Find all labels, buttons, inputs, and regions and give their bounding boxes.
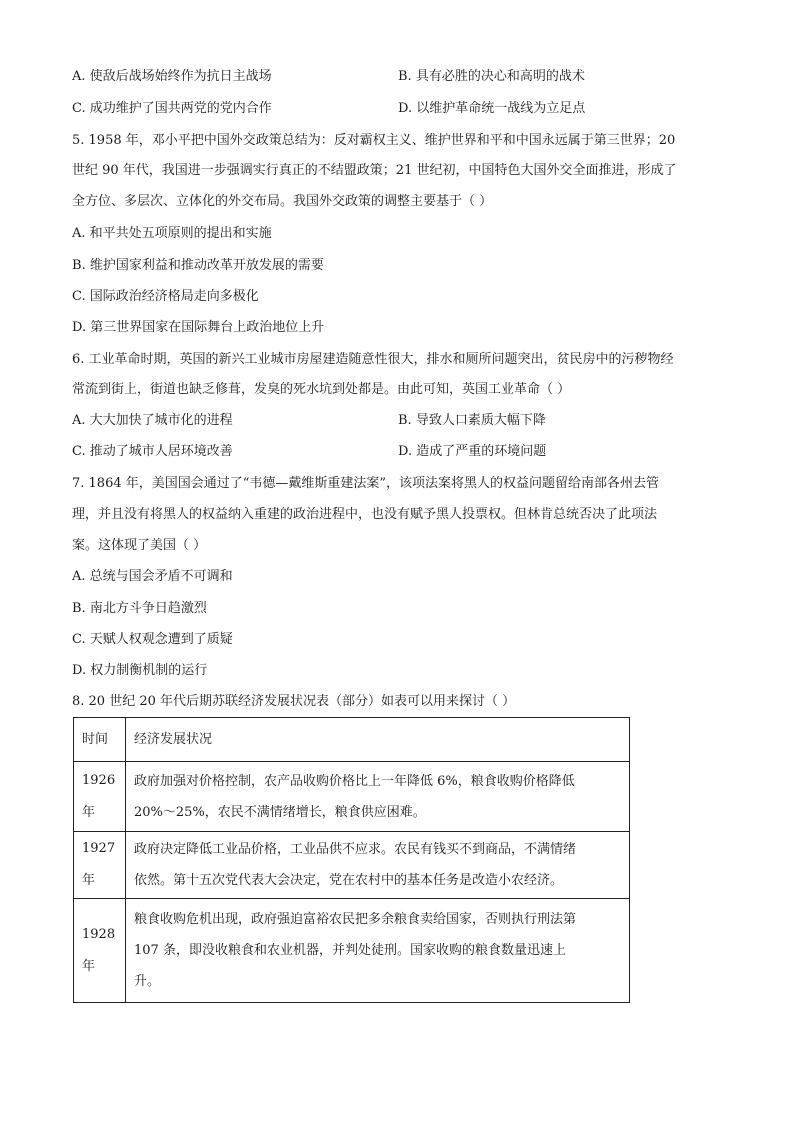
q4-option-d[interactable]: D. 以维护革命统一战线为立足点 [398, 101, 586, 116]
row-description [126, 899, 630, 1003]
year-suffix: 年 [82, 873, 96, 888]
year-number: 1928 [82, 926, 116, 942]
row-year [74, 762, 126, 832]
q5-option-d[interactable]: D. 第三世界国家在国际舞台上政治地位上升 [72, 320, 325, 335]
description-line: 粮食收购危机出现，政府强迫富裕农民把多余粮食卖给国家，否则执行刑法第 [134, 912, 577, 927]
description-line: 政府加强对价格控制，农产品收购价格比上一年降低 6%，粮食收购价格降低 [134, 773, 575, 789]
row-description [126, 832, 630, 899]
description-line: 政府决定降低工业品价格，工业品供不应求。农民有钱买不到商品，不满情绪 [134, 842, 577, 857]
description-line: 依然。第十五次党代表大会决定，党在农村中的基本任务是改造小农经济。 [134, 873, 564, 888]
q6-options-row-1 [72, 412, 732, 430]
table-row [74, 762, 630, 832]
year-number: 1926 [82, 772, 116, 788]
table-row [74, 832, 630, 899]
table-row [74, 899, 630, 1003]
q6-stem-line-2: 常流到街上，街道也缺乏修葺，发臭的死水坑到处都是。由此可知，英国工业革命（ ） [72, 382, 571, 397]
q7-option-d[interactable]: D. 权力制衡机制的运行 [72, 663, 208, 678]
q4-options-row-2 [72, 100, 732, 118]
header-economy: 经济发展状况 [126, 718, 630, 762]
q4-option-a[interactable]: A. 使敌后战场始终作为抗日主战场 [72, 69, 272, 84]
q4-options-row-1 [72, 68, 732, 86]
year-number: 1927 [82, 841, 116, 856]
q6-option-b[interactable]: B. 导致人口素质大幅下降 [398, 413, 546, 428]
q7-stem-line-3: 案。这体现了美国（ ） [72, 538, 207, 553]
q5-option-c[interactable]: C. 国际政治经济格局走向多极化 [72, 289, 259, 304]
description-line: 107 条，即没收粮食和农业机器，并判处徒刑。国家收购的粮食数量迅速上 [134, 943, 566, 958]
q7-stem-line-1: 7. 1864 年，美国国会通过了“韦德—戴维斯重建法案”，该项法案将黑人的权益问题留给南部各州去管 [72, 476, 660, 491]
row-year [74, 899, 126, 1003]
q4-option-c[interactable]: C. 成功维护了国共两党的党内合作 [72, 101, 272, 116]
q5-stem-line-2: 世纪 90 年代，我国进一步强调实行真正的不结盟政策；21 世纪初，中国特色大国外交全面推进，形成了 [72, 163, 677, 178]
q5-stem-line-1: 5. 1958 年，邓小平把中国外交政策总结为：反对霸权主义、维护世界和平和中国永远属于第三世界；20 [72, 133, 676, 148]
q6-option-d[interactable]: D. 造成了严重的环境问题 [398, 444, 547, 459]
q5-option-a[interactable]: A. 和平共处五项原则的提出和实施 [72, 226, 272, 241]
year-suffix: 年 [82, 804, 96, 820]
q5-stem-line-3: 全方位、多层次、立体化的外交布局。我国外交政策的调整主要基于（ ） [72, 194, 493, 209]
row-description [126, 762, 630, 832]
q7-option-b[interactable]: B. 南北方斗争日趋激烈 [72, 601, 207, 616]
header-time: 时间 [74, 718, 126, 762]
q7-option-c[interactable]: C. 天赋人权观念遭到了质疑 [72, 632, 233, 647]
q7-stem-line-2: 理，并且没有将黑人的权益纳入重建的政治进程中，也没有赋予黑人投票权。但林肯总统否决了此项法 [72, 507, 658, 522]
description-line: 升。 [134, 974, 161, 989]
q8-stem: 8. 20 世纪 20 年代后期苏联经济发展状况表（部分）如表可以用来探讨（ ） [72, 694, 516, 709]
q5-option-b[interactable]: B. 维护国家利益和推动改革开放发展的需要 [72, 258, 324, 273]
q6-option-c[interactable]: C. 推动了城市人居环境改善 [72, 444, 233, 459]
q6-options-row-2 [72, 443, 732, 461]
q6-stem-line-1: 6. 工业革命时期，英国的新兴工业城市房屋建造随意性很大，排水和厕所问题突出，贫民房中的污秽物经 [72, 352, 674, 367]
q7-option-a[interactable]: A. 总统与国会矛盾不可调和 [72, 569, 233, 584]
row-year [74, 832, 126, 899]
q4-option-b[interactable]: B. 具有必胜的决心和高明的战术 [398, 69, 585, 84]
table-header-row [74, 718, 630, 762]
year-suffix: 年 [82, 958, 96, 974]
economy-table [73, 717, 630, 1003]
description-line: 20%～25%，农民不满情绪增长，粮食供应困难。 [134, 804, 426, 820]
q6-option-a[interactable]: A. 大大加快了城市化的进程 [72, 413, 233, 428]
